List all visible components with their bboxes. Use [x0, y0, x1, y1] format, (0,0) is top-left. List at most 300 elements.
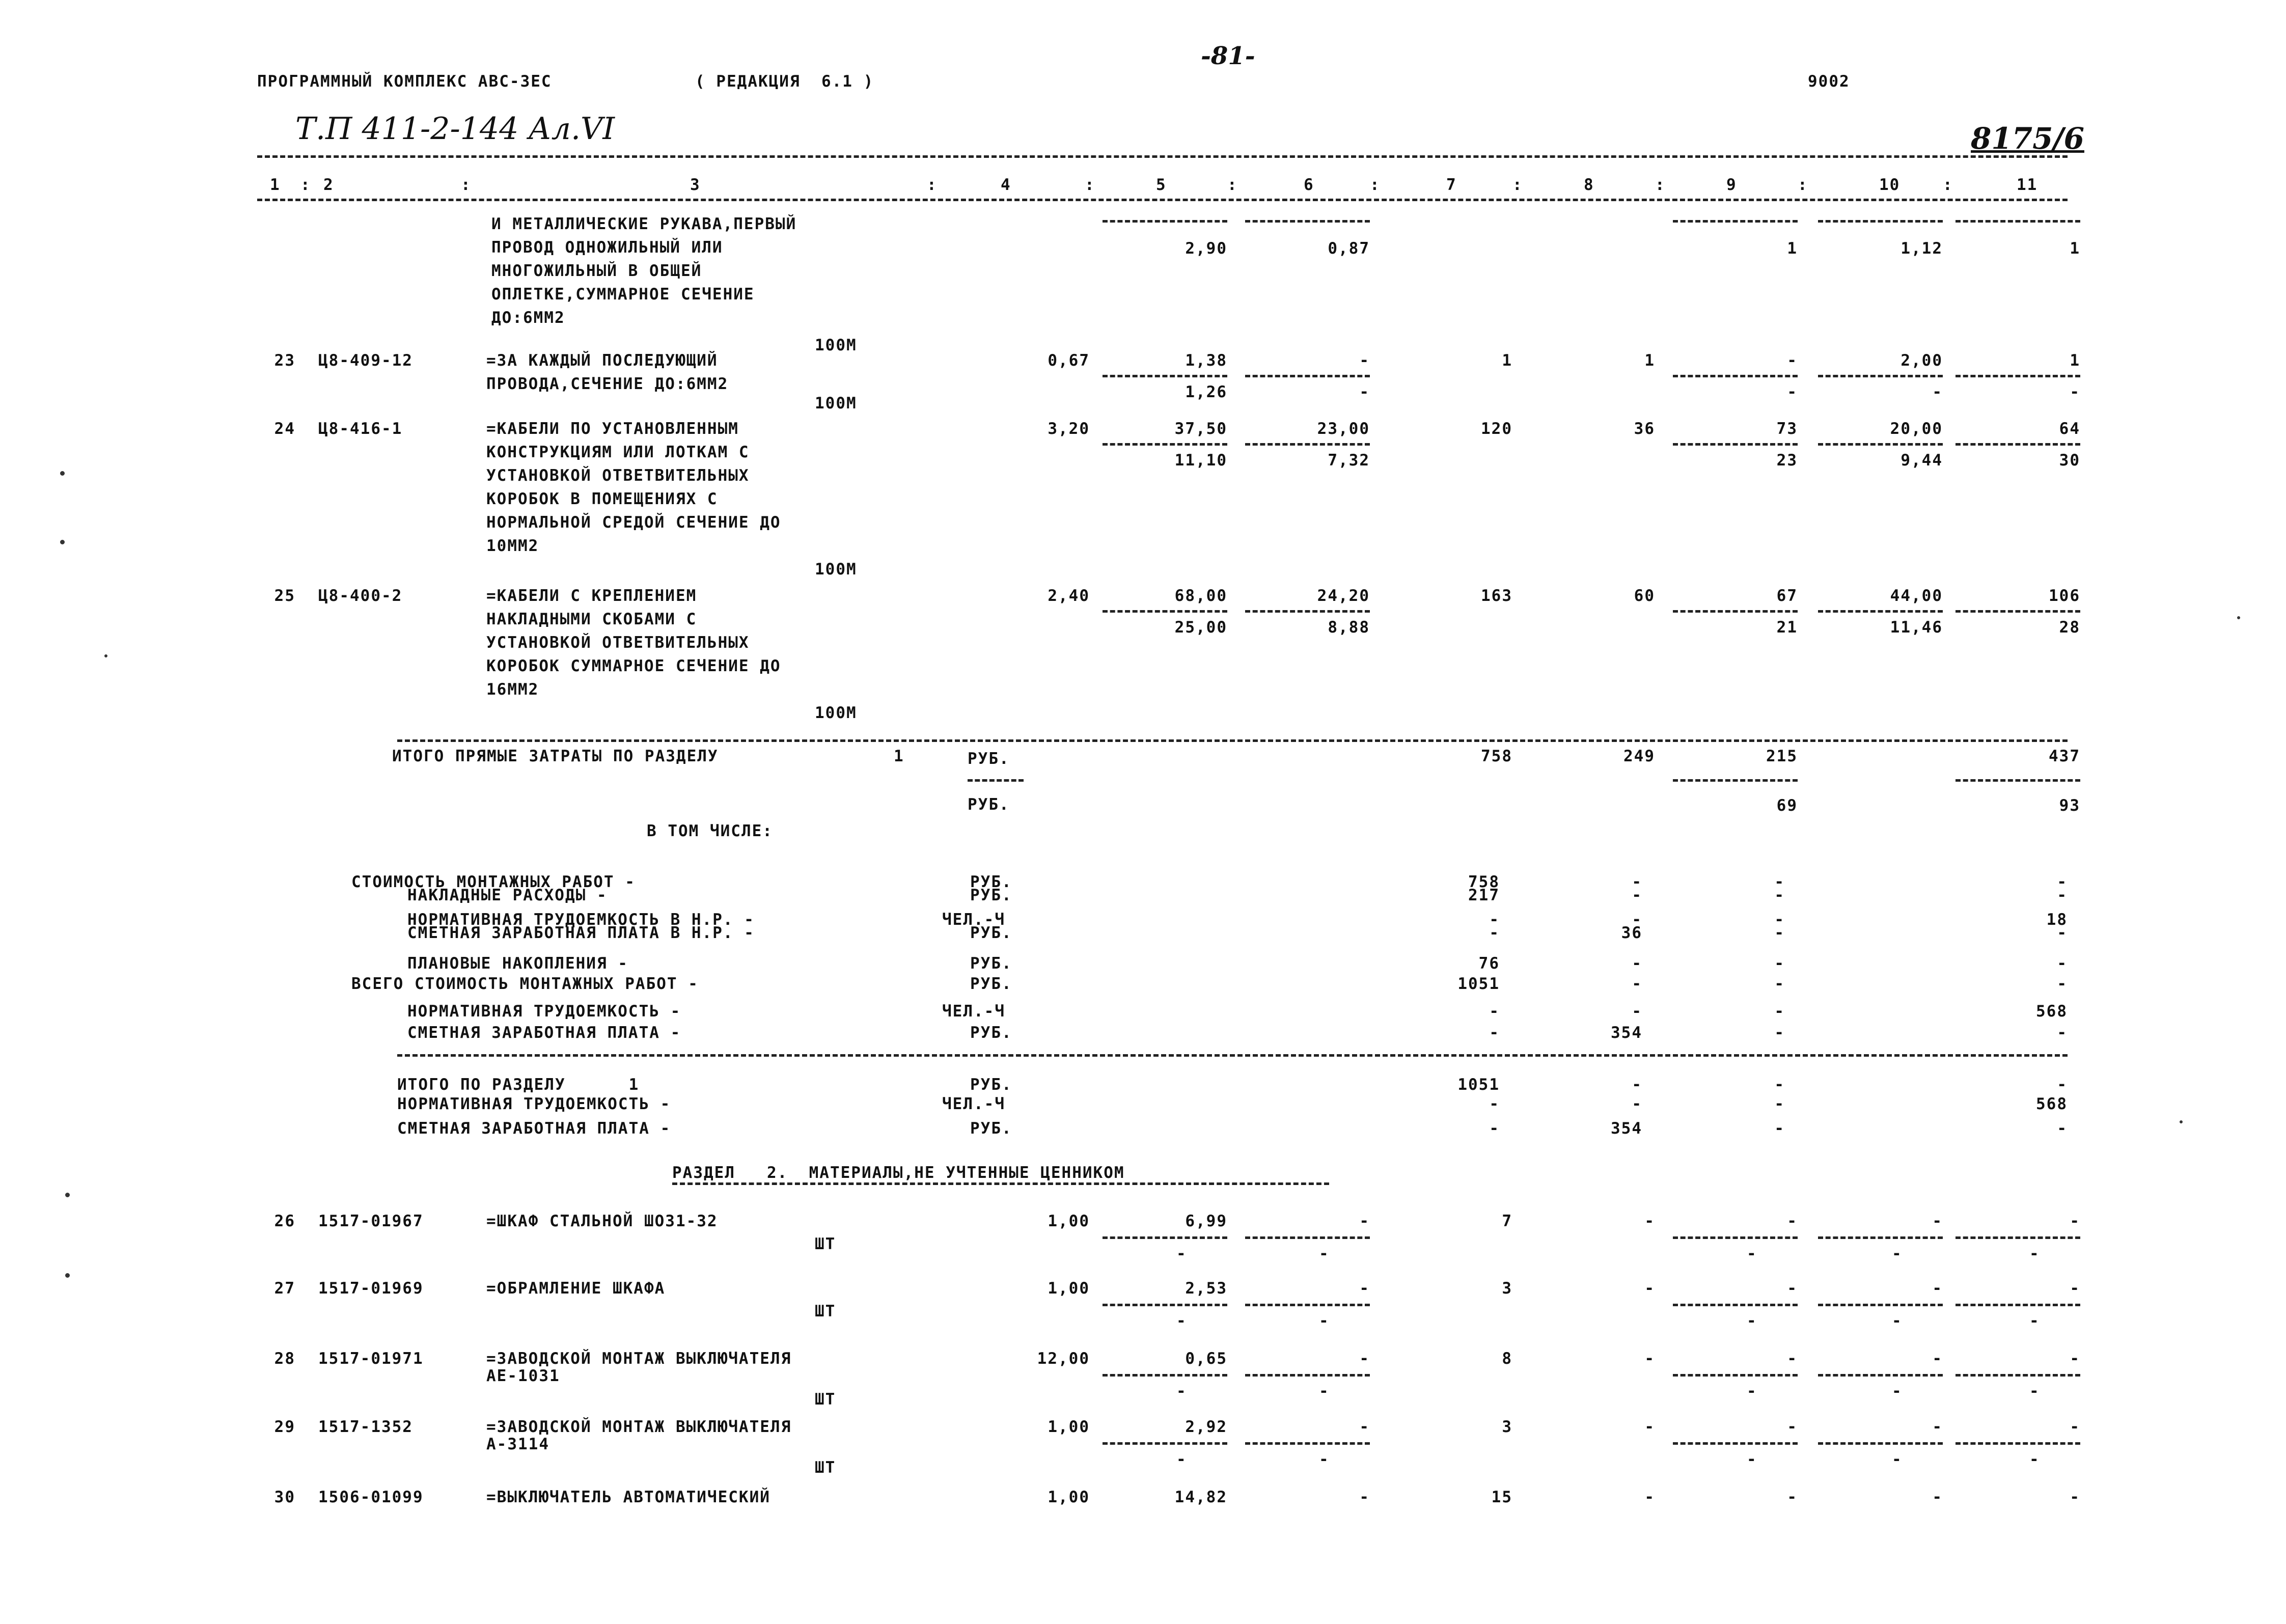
item-description: КОРОБОК СУММАРНОЕ СЕЧЕНИЕ ДО — [486, 657, 781, 675]
section-total-c8: - — [1632, 1095, 1642, 1113]
value-dash: - — [1892, 1450, 1903, 1469]
item-description: =ЗАВОДСКОЙ МОНТАЖ ВЫКЛЮЧАТЕЛЯ — [486, 1418, 792, 1436]
value-dash: - — [1747, 1382, 1757, 1400]
unit-underline — [968, 779, 1024, 782]
value-c9b: 23 — [1776, 451, 1798, 470]
value-c9b: - — [1787, 383, 1798, 401]
section-title-underline — [672, 1182, 1329, 1185]
column-number: 3 — [690, 176, 701, 194]
value-c7: 15 — [1491, 1488, 1512, 1506]
summary-c9: - — [1774, 1002, 1785, 1021]
value-dash: - — [2029, 1382, 2040, 1400]
value-underline — [1673, 443, 1798, 446]
item-description: =ЗАВОДСКОЙ МОНТАЖ ВЫКЛЮЧАТЕЛЯ — [486, 1350, 792, 1368]
value-c4: 1,00 — [1048, 1279, 1090, 1298]
section-title: РАЗДЕЛ 2. МАТЕРИАЛЫ,НЕ УЧТЕННЫЕ ЦЕННИКОМ — [672, 1164, 1125, 1182]
row-number: 26 — [274, 1212, 295, 1230]
value-c6: 24,20 — [1317, 587, 1370, 605]
summary-c7: 1051 — [1457, 975, 1500, 993]
item-description: 16ММ2 — [486, 680, 539, 699]
value-c10: - — [1932, 1279, 1943, 1298]
value-c4: 1,00 — [1048, 1212, 1090, 1230]
value-c8: - — [1644, 1279, 1655, 1298]
item-description: =КАБЕЛИ ПО УСТАНОВЛЕННЫМ — [486, 420, 739, 438]
value-underline — [1673, 220, 1798, 223]
column-number: 6 — [1304, 176, 1314, 194]
item-description: ПРОВОД ОДНОЖИЛЬНЫЙ ИЛИ — [491, 238, 723, 257]
program-code: 9002 — [1808, 72, 1850, 91]
value-c7: 3 — [1502, 1279, 1512, 1298]
value-underline — [1956, 1374, 2080, 1377]
column-number: 10 — [1879, 176, 1901, 194]
value-underline — [1103, 375, 1227, 377]
summary-c9: - — [1774, 1024, 1785, 1042]
summary-c8: - — [1632, 975, 1642, 993]
value-dash: - — [1176, 1382, 1187, 1400]
scan-speck — [2180, 1120, 2183, 1123]
value-dash: - — [1319, 1245, 1330, 1263]
section-total-c7: - — [1489, 1119, 1500, 1138]
item-description: КОНСТРУКЦИЯМ ИЛИ ЛОТКАМ С — [486, 443, 750, 461]
item-description: ДО:6ММ2 — [491, 309, 565, 327]
value-dash: - — [1319, 1312, 1330, 1330]
value-dash: - — [1892, 1382, 1903, 1400]
value-c4: 0,67 — [1048, 351, 1090, 370]
summary-label: ПЛАНОВЫЕ НАКОПЛЕНИЯ - — [407, 954, 628, 973]
project-code: Т.П 411-2-144 Ал.VI — [295, 111, 615, 147]
section-total-unit: ЧЕЛ.-Ч — [942, 1095, 1005, 1113]
value-c7: 1 — [1502, 351, 1512, 370]
value-dash: - — [1319, 1450, 1330, 1469]
value-c9: - — [1787, 1279, 1798, 1298]
item-unit: 100М — [815, 560, 857, 579]
column-divider: : — [1512, 176, 1523, 194]
total-direct-unit: РУБ. — [968, 750, 1010, 768]
column-number: 4 — [1001, 176, 1011, 194]
total-c7: 758 — [1481, 747, 1512, 765]
value-underline — [1818, 1236, 1943, 1239]
value-dash: - — [1319, 1382, 1330, 1400]
row-number: 27 — [274, 1279, 295, 1298]
value-underline — [1245, 443, 1370, 446]
total-c8: 249 — [1623, 747, 1655, 765]
value-dash: - — [1176, 1450, 1187, 1469]
row-code: 1517-01967 — [318, 1212, 424, 1230]
item-unit: 100М — [815, 704, 857, 722]
value-c6: - — [1359, 1350, 1370, 1368]
section-rule — [397, 739, 2068, 742]
scan-speck — [65, 1193, 70, 1197]
section-total-c11: - — [2057, 1076, 2068, 1094]
section-total-unit: РУБ. — [970, 1119, 1012, 1138]
value-c5: 0,65 — [1185, 1350, 1227, 1368]
value-underline — [1103, 443, 1227, 446]
value-c8: - — [1644, 1488, 1655, 1506]
value-c8: - — [1644, 1418, 1655, 1436]
item-description: =КАБЕЛИ С КРЕПЛЕНИЕМ — [486, 587, 697, 605]
value-c6: - — [1359, 1212, 1370, 1230]
column-divider: : — [1227, 176, 1238, 194]
summary-c7: 758 — [1468, 873, 1500, 891]
summary-unit: ЧЕЛ.-Ч — [942, 1002, 1005, 1021]
section-total-c11: - — [2057, 1119, 2068, 1138]
row-number: 25 — [274, 587, 295, 605]
item-unit: 100М — [815, 336, 857, 354]
section-total-c11: 568 — [2036, 1095, 2068, 1113]
value-c4: 3,20 — [1048, 420, 1090, 438]
value-underline — [1956, 1442, 2080, 1445]
value-c4: 12,00 — [1037, 1350, 1090, 1368]
value-c8: 60 — [1634, 587, 1655, 605]
item-description: =ЗА КАЖДЫЙ ПОСЛЕДУЮЩИЙ — [486, 351, 718, 370]
item-description: И МЕТАЛЛИЧЕСКИЕ РУКАВА,ПЕРВЫЙ — [491, 215, 797, 233]
value-c4: 1,00 — [1048, 1488, 1090, 1506]
summary-c9: - — [1774, 975, 1785, 993]
item-unit: ШТ — [815, 1458, 836, 1477]
section-total-c9: - — [1774, 1076, 1785, 1094]
item-description: =ШКАФ СТАЛЬНОЙ ШОЗ1-32 — [486, 1212, 718, 1230]
item-description: 10ММ2 — [486, 537, 539, 555]
value-c9b: 21 — [1776, 618, 1798, 637]
summary-c9: - — [1774, 886, 1785, 904]
value-c6: - — [1359, 1488, 1370, 1506]
value-c11: - — [2070, 1418, 2080, 1436]
value-c6: - — [1359, 1279, 1370, 1298]
column-number: 2 — [323, 176, 334, 194]
item-description: МНОГОЖИЛЬНЫЙ В ОБЩЕЙ — [491, 262, 702, 280]
section-total-c9: - — [1774, 1095, 1785, 1113]
summary-label: НОРМАТИВНАЯ ТРУДОЕМКОСТЬ - — [407, 1002, 681, 1021]
item-description: НОРМАЛЬНОЙ СРЕДОЙ СЕЧЕНИЕ ДО — [486, 513, 781, 532]
value-c9: - — [1787, 1212, 1798, 1230]
value-c11: 64 — [2059, 420, 2080, 438]
value-c7: 7 — [1502, 1212, 1512, 1230]
value-c7: 3 — [1502, 1418, 1512, 1436]
sheet-number: 8175/6 — [1971, 121, 2084, 156]
value-dash: - — [1892, 1245, 1903, 1263]
summary-c9: - — [1774, 873, 1785, 891]
scan-speck — [60, 471, 65, 476]
column-number: 5 — [1156, 176, 1167, 194]
value-underline — [1956, 610, 2080, 613]
summary-c11: - — [2057, 924, 2068, 942]
value-underline — [1956, 220, 2080, 223]
value-c6b: 7,32 — [1328, 451, 1370, 470]
value-underline — [1245, 220, 1370, 223]
value-c7: 8 — [1502, 1350, 1512, 1368]
row-number: 23 — [274, 351, 295, 370]
value-c10: - — [1932, 1418, 1943, 1436]
value-c9: - — [1787, 1350, 1798, 1368]
value-c9: 1 — [1787, 239, 1798, 258]
value-c11b: - — [2070, 383, 2080, 401]
value-c11: 1 — [2070, 351, 2080, 370]
summary-unit: РУБ. — [970, 1024, 1012, 1042]
value-c7: 163 — [1481, 587, 1512, 605]
item-description: ОПЛЕТКЕ,СУММАРНОЕ СЕЧЕНИЕ — [491, 285, 755, 304]
summary-c8: - — [1632, 954, 1642, 973]
item-unit: ШТ — [815, 1302, 836, 1320]
item-description: УСТАНОВКОЙ ОТВЕТВИТЕЛЬНЫХ — [486, 634, 750, 652]
value-c8: - — [1644, 1212, 1655, 1230]
summary-label: СТОИМОСТЬ МОНТАЖНЫХ РАБОТ - — [351, 873, 636, 891]
summary-c7: - — [1489, 924, 1500, 942]
section-total-c8: - — [1632, 1076, 1642, 1094]
value-dash: - — [1892, 1312, 1903, 1330]
value-dash: - — [1747, 1245, 1757, 1263]
value-c10: 1,12 — [1901, 239, 1943, 258]
value-c10b: 9,44 — [1901, 451, 1943, 470]
summary-unit: РУБ. — [970, 924, 1012, 942]
summary-c9: - — [1774, 911, 1785, 929]
column-divider: : — [461, 176, 472, 194]
value-underline — [1245, 1374, 1370, 1377]
value-c11b: 28 — [2059, 618, 2080, 637]
value-underline — [1103, 1374, 1227, 1377]
value-underline — [1673, 1442, 1798, 1445]
column-divider: : — [1085, 176, 1095, 194]
column-number: 1 — [270, 176, 281, 194]
summary-c11: 18 — [2046, 911, 2068, 929]
summary-c7: 76 — [1478, 954, 1500, 973]
section-total-c8: 354 — [1611, 1119, 1642, 1138]
value-underline — [1673, 1304, 1798, 1306]
value-c9: - — [1787, 1418, 1798, 1436]
item-description: КОРОБОК В ПОМЕЩЕНИЯХ С — [486, 490, 718, 508]
value-c5: 14,82 — [1174, 1488, 1227, 1506]
section-total-c7: - — [1489, 1095, 1500, 1113]
value-dash: - — [1176, 1312, 1187, 1330]
value-underline — [1818, 443, 1943, 446]
summary-unit: ЧЕЛ.-Ч — [942, 911, 1005, 929]
value-c10: 44,00 — [1890, 587, 1943, 605]
value-c5b: 25,00 — [1174, 618, 1227, 637]
value-c5b: 1,26 — [1185, 383, 1227, 401]
value-c5: 2,90 — [1185, 239, 1227, 258]
value-c11: - — [2070, 1350, 2080, 1368]
value-c10: - — [1932, 1212, 1943, 1230]
scan-speck — [2237, 616, 2240, 619]
item-description: =ОБРАМЛЕНИЕ ШКАФА — [486, 1279, 666, 1298]
summary-c8: - — [1632, 1002, 1642, 1021]
value-c11: - — [2070, 1279, 2080, 1298]
row-code: 1517-01971 — [318, 1350, 424, 1368]
summary-unit: РУБ. — [970, 886, 1012, 904]
value-dash: - — [2029, 1312, 2040, 1330]
value-underline — [1956, 1304, 2080, 1306]
item-description: УСТАНОВКОЙ ОТВЕТВИТЕЛЬНЫХ — [486, 466, 750, 485]
value-underline — [1956, 375, 2080, 377]
summary-c9: - — [1774, 924, 1785, 942]
total-c9b: 69 — [1776, 796, 1798, 815]
value-dash: - — [1176, 1245, 1187, 1263]
summary-c7: - — [1489, 911, 1500, 929]
value-c5b: 11,10 — [1174, 451, 1227, 470]
value-c10b: - — [1932, 383, 1943, 401]
value-underline — [1245, 1236, 1370, 1239]
total-c11: 437 — [2049, 747, 2080, 765]
value-dash: - — [2029, 1245, 2040, 1263]
value-c10: 2,00 — [1901, 351, 1943, 370]
value-c10: - — [1932, 1488, 1943, 1506]
summary-label: НОРМАТИВНАЯ ТРУДОЕМКОСТЬ В Н.Р. - — [407, 911, 755, 929]
value-c10b: 11,46 — [1890, 618, 1943, 637]
total-c11b: 93 — [2059, 796, 2080, 815]
summary-c8: 36 — [1621, 924, 1642, 942]
value-c11: 1 — [2070, 239, 2080, 258]
value-underline — [1673, 1374, 1798, 1377]
value-underline — [1673, 610, 1798, 613]
column-divider: : — [1798, 176, 1808, 194]
summary-c8: - — [1632, 873, 1642, 891]
row-code: Ц8-409-12 — [318, 351, 413, 370]
column-number: 9 — [1726, 176, 1737, 194]
value-c8: 36 — [1634, 420, 1655, 438]
summary-label: СМЕТНАЯ ЗАРАБОТНАЯ ПЛАТА В Н.Р. - — [407, 924, 755, 942]
item-unit: 100М — [815, 394, 857, 412]
summary-unit: РУБ. — [970, 975, 1012, 993]
value-underline — [1103, 1442, 1227, 1445]
value-c11b: 30 — [2059, 451, 2080, 470]
total-direct-label: ИТОГО ПРЯМЫЕ ЗАТРАТЫ ПО РАЗДЕЛУ — [392, 747, 719, 765]
header-rule-top — [257, 155, 2068, 158]
value-underline — [1103, 1236, 1227, 1239]
value-underline — [1673, 779, 1798, 782]
header-rule-bottom — [257, 199, 2068, 201]
summary-unit: РУБ. — [970, 873, 1012, 891]
column-divider: : — [300, 176, 311, 194]
value-underline — [1956, 779, 2080, 782]
value-dash: - — [2029, 1450, 2040, 1469]
row-number: 30 — [274, 1488, 295, 1506]
value-c6b: - — [1359, 383, 1370, 401]
section-total-unit: РУБ. — [970, 1076, 1012, 1094]
total-c9: 215 — [1766, 747, 1798, 765]
value-dash: - — [1747, 1312, 1757, 1330]
summary-c11: - — [2057, 873, 2068, 891]
including-label: В ТОМ ЧИСЛЕ: — [647, 822, 773, 840]
value-c5: 1,38 — [1185, 351, 1227, 370]
value-underline — [1818, 1442, 1943, 1445]
value-c6: - — [1359, 351, 1370, 370]
row-code: 1517-01969 — [318, 1279, 424, 1298]
summary-c8: - — [1632, 911, 1642, 929]
value-c4: 2,40 — [1048, 587, 1090, 605]
summary-label: ВСЕГО СТОИМОСТЬ МОНТАЖНЫХ РАБОТ - — [351, 975, 699, 993]
summary-c11: - — [2057, 1024, 2068, 1042]
value-c6: 23,00 — [1317, 420, 1370, 438]
value-c11: 106 — [2049, 587, 2080, 605]
value-underline — [1956, 443, 2080, 446]
edition: ( РЕДАКЦИЯ 6.1 ) — [695, 72, 874, 91]
summary-label: НАКЛАДНЫЕ РАСХОДЫ - — [407, 886, 608, 904]
program-name: ПРОГРАММНЫЙ КОМПЛЕКС АВС-ЗЕС — [257, 72, 552, 91]
value-c10: 20,00 — [1890, 420, 1943, 438]
value-underline — [1818, 1374, 1943, 1377]
section-total-c7: 1051 — [1457, 1076, 1500, 1094]
value-underline — [1818, 610, 1943, 613]
row-code: 1506-01099 — [318, 1488, 424, 1506]
value-c9: 73 — [1776, 420, 1798, 438]
value-c6b: 8,88 — [1328, 618, 1370, 637]
value-underline — [1818, 375, 1943, 377]
row-code: 1517-1352 — [318, 1418, 413, 1436]
summary-c11: 568 — [2036, 1002, 2068, 1021]
section-total-c9: - — [1774, 1119, 1785, 1138]
summary-c11: - — [2057, 886, 2068, 904]
summary-c11: - — [2057, 954, 2068, 973]
value-underline — [1103, 220, 1227, 223]
value-c5: 2,53 — [1185, 1279, 1227, 1298]
item-description: А-3114 — [486, 1435, 549, 1453]
value-c8: - — [1644, 1350, 1655, 1368]
row-number: 24 — [274, 420, 295, 438]
value-underline — [1956, 1236, 2080, 1239]
value-c9: - — [1787, 351, 1798, 370]
value-underline — [1673, 375, 1798, 377]
value-underline — [1673, 1236, 1798, 1239]
value-c6: 0,87 — [1328, 239, 1370, 258]
column-number: 11 — [2017, 176, 2038, 194]
section-total-label: НОРМАТИВНАЯ ТРУДОЕМКОСТЬ - — [397, 1095, 671, 1113]
value-underline — [1103, 1304, 1227, 1306]
value-c5: 37,50 — [1174, 420, 1227, 438]
row-number: 29 — [274, 1418, 295, 1436]
section-total-label: ИТОГО ПО РАЗДЕЛУ 1 — [397, 1076, 640, 1094]
column-divider: : — [1370, 176, 1381, 194]
summary-c9: - — [1774, 954, 1785, 973]
row-code: Ц8-416-1 — [318, 420, 403, 438]
value-underline — [1103, 610, 1227, 613]
scan-speck — [60, 540, 65, 544]
item-unit: ШТ — [815, 1390, 836, 1409]
item-description: НАКЛАДНЫМИ СКОБАМИ С — [486, 610, 697, 628]
row-code: Ц8-400-2 — [318, 587, 403, 605]
value-underline — [1818, 1304, 1943, 1306]
value-c5: 68,00 — [1174, 587, 1227, 605]
scan-speck — [104, 654, 107, 657]
value-c8: 1 — [1644, 351, 1655, 370]
item-unit: ШТ — [815, 1235, 836, 1253]
page-number: -81- — [1201, 42, 1255, 70]
section-total-label: СМЕТНАЯ ЗАРАБОТНАЯ ПЛАТА - — [397, 1119, 671, 1138]
value-c4: 1,00 — [1048, 1418, 1090, 1436]
value-dash: - — [1747, 1450, 1757, 1469]
value-underline — [1245, 375, 1370, 377]
summary-unit: РУБ. — [970, 954, 1012, 973]
column-divider: : — [927, 176, 938, 194]
item-description: АЕ-1031 — [486, 1367, 560, 1385]
value-c9: 67 — [1776, 587, 1798, 605]
scan-speck — [65, 1273, 70, 1278]
value-c6: - — [1359, 1418, 1370, 1436]
item-description: ПРОВОДА,СЕЧЕНИЕ ДО:6ММ2 — [486, 375, 729, 393]
column-number: 7 — [1446, 176, 1457, 194]
column-divider: : — [1655, 176, 1666, 194]
summary-c7: - — [1489, 1024, 1500, 1042]
column-number: 8 — [1584, 176, 1594, 194]
value-c9: - — [1787, 1488, 1798, 1506]
value-c11: - — [2070, 1488, 2080, 1506]
value-underline — [1818, 220, 1943, 223]
summary-c7: 217 — [1468, 886, 1500, 904]
summary-c8: - — [1632, 886, 1642, 904]
total-direct-section: 1 — [894, 747, 904, 765]
value-underline — [1245, 1442, 1370, 1445]
item-description: =ВЫКЛЮЧАТЕЛЬ АВТОМАТИЧЕСКИЙ — [486, 1488, 770, 1506]
value-c11: - — [2070, 1212, 2080, 1230]
value-c5: 6,99 — [1185, 1212, 1227, 1230]
